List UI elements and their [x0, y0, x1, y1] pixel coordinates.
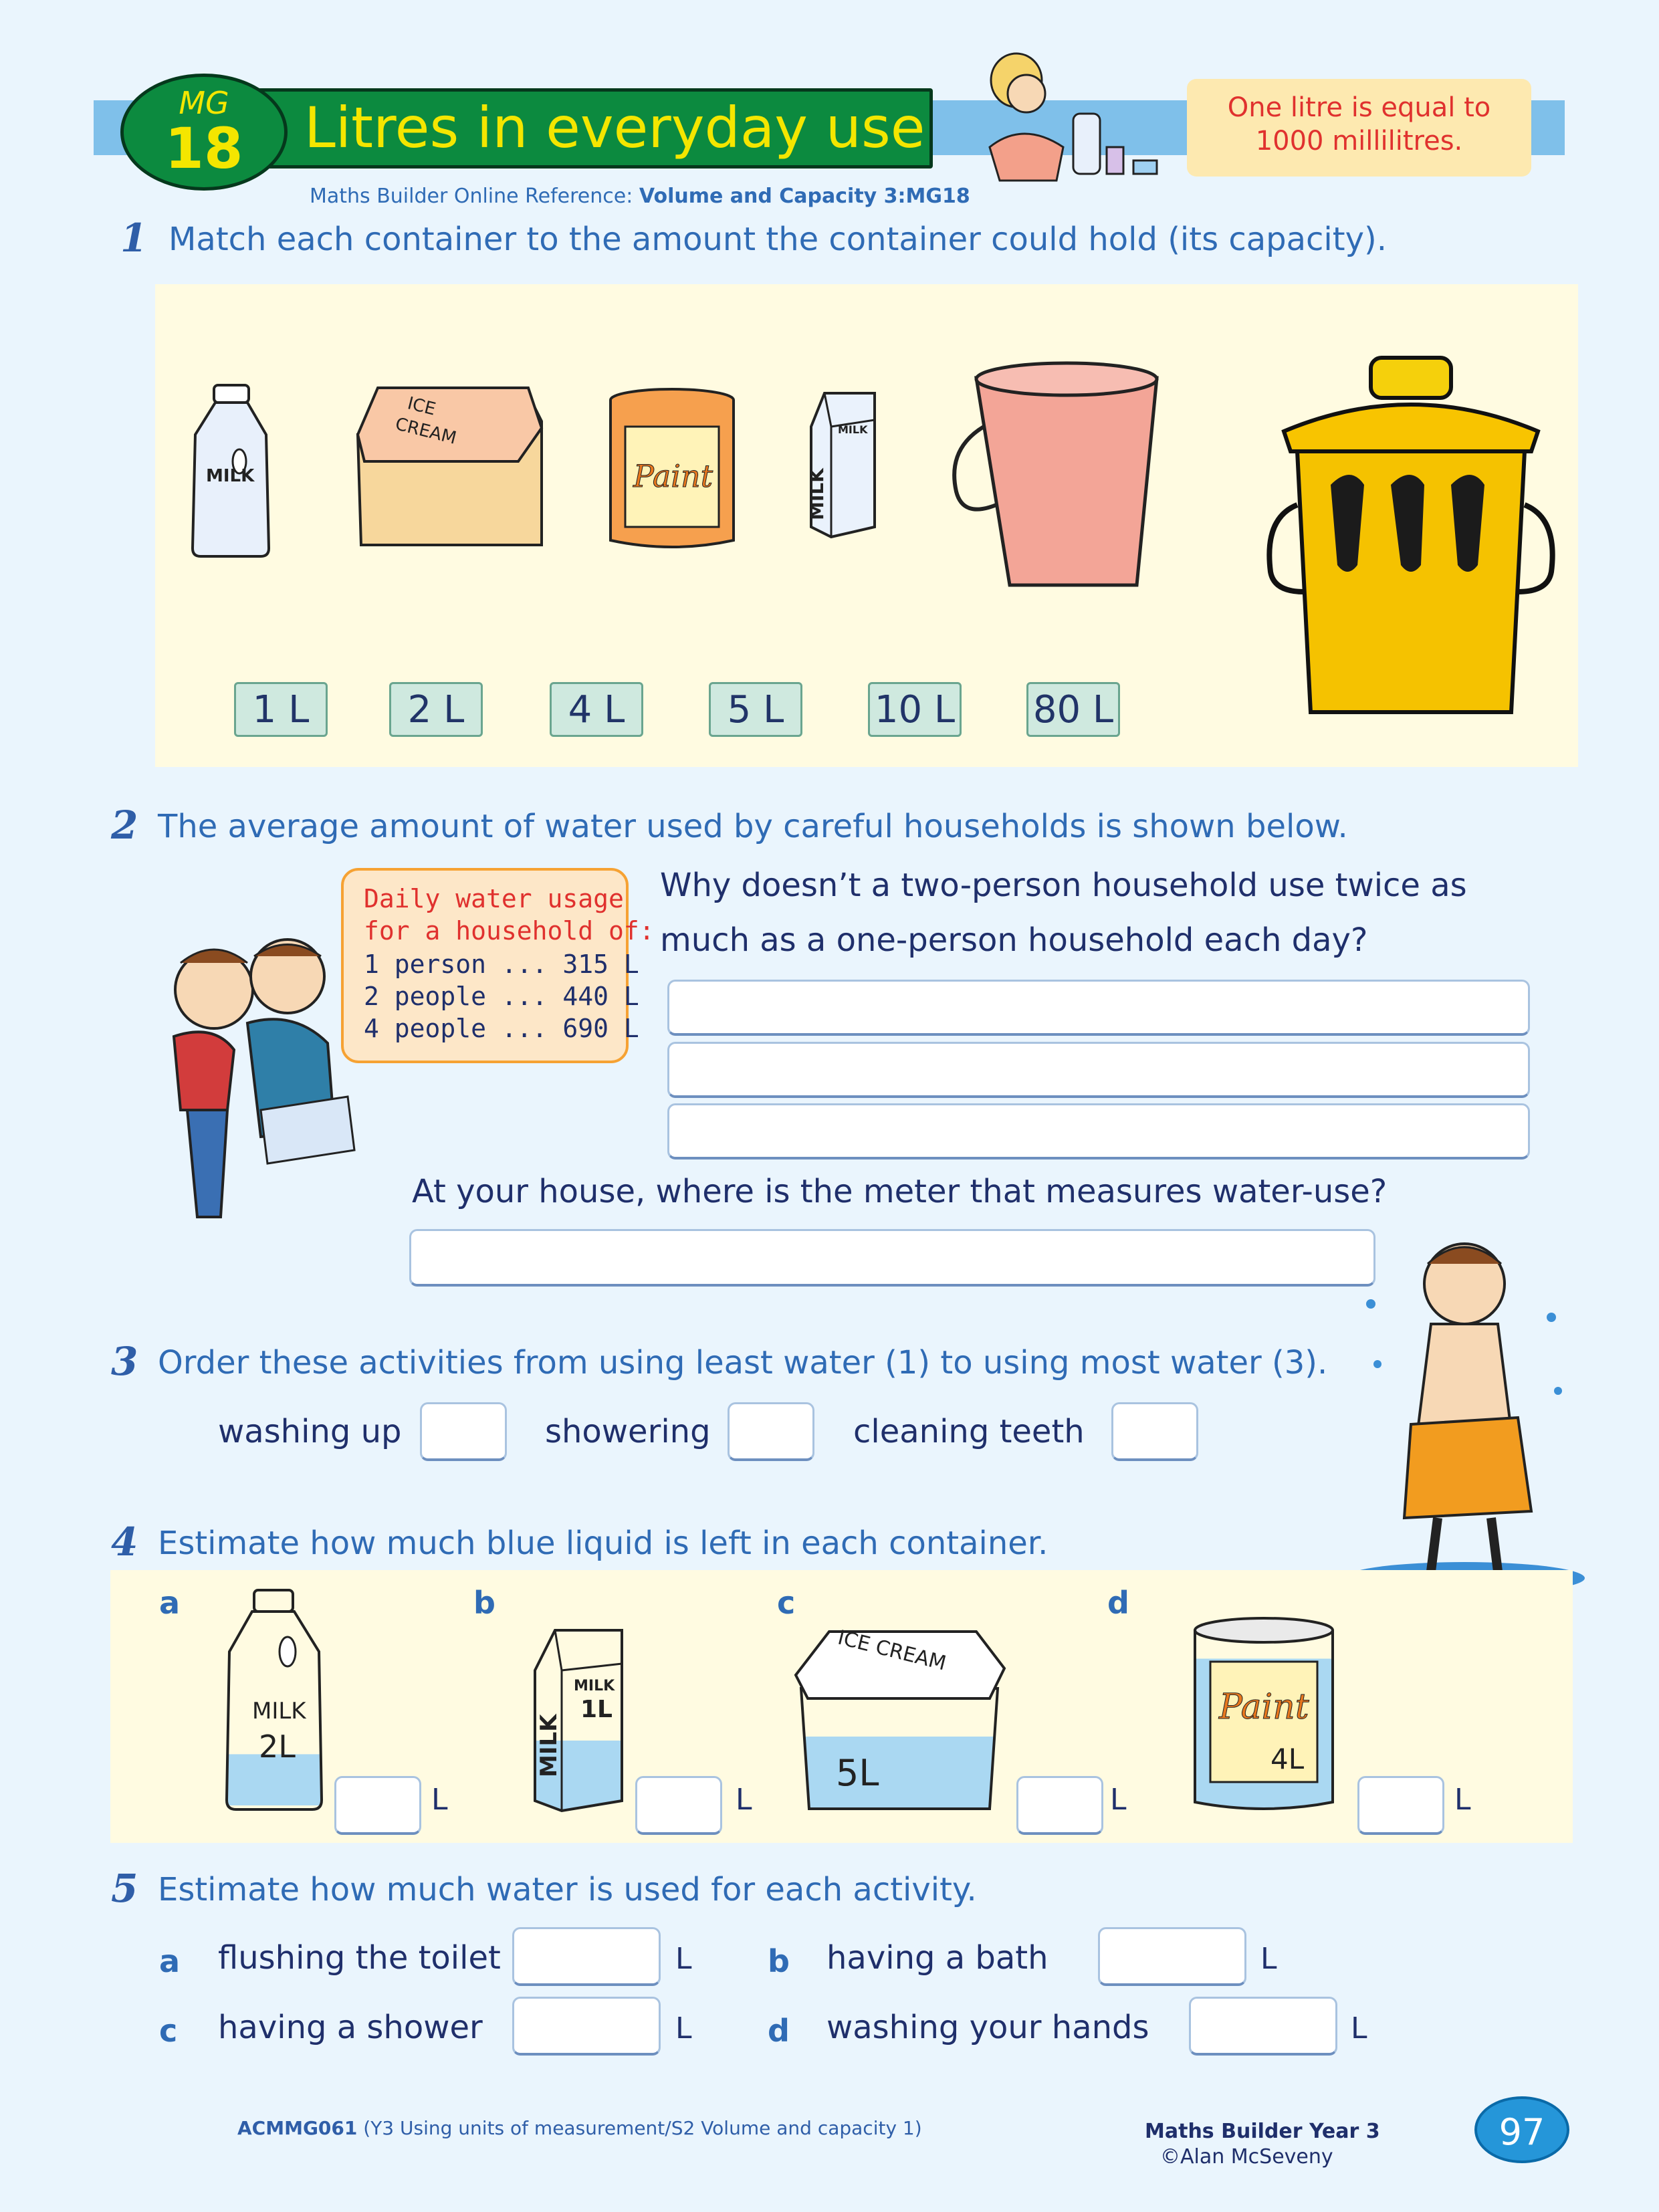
q5b-answer-field[interactable] [1098, 1927, 1246, 1986]
q5a-unit: L [675, 1942, 692, 1976]
svg-text:MILK: MILK [206, 466, 255, 486]
q4-label-c: c [777, 1585, 796, 1621]
q4b-answer-field[interactable] [635, 1776, 722, 1835]
fact-line-2: 1000 millilitres. [1255, 126, 1463, 156]
paint-tin-icon [605, 386, 739, 554]
q5-activity-c: having a shower [218, 2009, 483, 2046]
svg-text:ICE: ICE [405, 393, 438, 420]
milk-carton-icon [804, 386, 881, 540]
rubbish-bin-icon [1257, 351, 1565, 722]
q4b-milk-carton [528, 1617, 629, 1817]
q5-instruction: Estimate how much water is used for each activity. [158, 1871, 977, 1908]
q5a-answer-field[interactable] [512, 1927, 661, 1986]
q4c-answer-field[interactable] [1016, 1776, 1103, 1835]
amount-chip-2l[interactable]: 2 L [389, 682, 483, 737]
q5-activity-d: washing your hands [826, 2009, 1149, 2046]
q2-answer-line-3[interactable] [667, 1103, 1530, 1159]
q4a-bottle-capacity: 2L [259, 1729, 296, 1765]
q4c-ice-cream-tub [789, 1625, 1010, 1819]
usage-row-2: 2 people ... 440 L [364, 982, 639, 1011]
q5b-unit: L [1260, 1942, 1277, 1976]
reference-value: Volume and Capacity 3:MG18 [639, 185, 970, 208]
q2-answer-line-2[interactable] [667, 1042, 1530, 1098]
curriculum-text: (Y3 Using units of measurement/S2 Volume and capacity 1) [363, 2117, 922, 2139]
q4-instruction: Estimate how much blue liquid is left in each container. [158, 1525, 1048, 1562]
q4d-tin-label: Paint [1219, 1687, 1309, 1727]
q5-activity-a: flushing the toilet [218, 1939, 501, 1977]
svg-text:MILK: MILK [838, 423, 868, 436]
q2-answer-line-1[interactable] [667, 980, 1530, 1036]
topic-code-prefix: MG [179, 85, 229, 121]
ice-cream-tub-icon [351, 381, 545, 555]
topic-badge [120, 74, 288, 191]
activity-washing-up: washing up [218, 1413, 402, 1450]
curriculum-reference [237, 2117, 922, 2139]
fact-box [1187, 79, 1531, 177]
q4a-answer-field[interactable] [334, 1776, 421, 1835]
usage-row-3: 4 people ... 690 L [364, 1014, 639, 1043]
milk-bottle-icon [187, 381, 281, 562]
q4d-paint-tin [1187, 1612, 1341, 1819]
q4c-tub-capacity: 5L [836, 1752, 879, 1794]
activity-showering: showering [545, 1413, 711, 1450]
q5-activity-b: having a bath [826, 1939, 1048, 1977]
hugging-children-illustration [134, 936, 428, 1224]
q4d-unit: L [1454, 1783, 1471, 1817]
svg-text:MILK: MILK [806, 468, 828, 520]
amount-chip-80l[interactable]: 80 L [1026, 682, 1120, 737]
fact-line-1: One litre is equal to [1227, 92, 1491, 123]
q5d-answer-field[interactable] [1189, 1997, 1337, 2056]
amount-chip-1l[interactable]: 1 L [234, 682, 328, 737]
q3-instruction: Order these activities from using least water (1) to using most water (3). [158, 1344, 1328, 1381]
q2-instruction: The average amount of water used by careful households is shown below. [158, 808, 1348, 845]
q4b-carton-front-label: MILK [574, 1678, 615, 1694]
q1-instruction: Match each container to the amount the container could hold (its capacity). [169, 221, 1387, 258]
usage-title-1: Daily water usage [364, 884, 624, 913]
q4a-milk-bottle [217, 1585, 331, 1819]
meter-answer-field[interactable] [409, 1229, 1375, 1287]
reference-line [310, 185, 970, 208]
q4b-carton-capacity: 1L [580, 1696, 613, 1723]
topic-code-number: 18 [164, 116, 243, 181]
q5c-unit: L [675, 2011, 692, 2045]
q2-question-line2: much as a one-person household each day? [660, 921, 1368, 959]
q4c-unit: L [1110, 1783, 1127, 1817]
q5-label-b: b [768, 1943, 790, 1979]
copyright: ©Alan McSeveny [1160, 2145, 1333, 2169]
q4c-liquid-level [789, 1737, 1010, 1809]
q4a-unit: L [431, 1783, 448, 1817]
reference-label: Maths Builder Online Reference: [310, 185, 633, 208]
meter-question: At your house, where is the meter that measures water-use? [412, 1173, 1388, 1210]
rank-box-washing-up[interactable] [420, 1402, 507, 1461]
usage-row-1: 1 person ... 315 L [364, 950, 639, 979]
rank-box-cleaning-teeth[interactable] [1111, 1402, 1198, 1461]
amount-chip-4l[interactable]: 4 L [550, 682, 643, 737]
wet-boy-in-towel-illustration [1337, 1230, 1591, 1598]
q5c-answer-field[interactable] [512, 1997, 661, 2056]
book-title: Maths Builder Year 3 [1145, 2120, 1380, 2143]
svg-text:Paint: Paint [633, 458, 713, 494]
rank-box-showering[interactable] [728, 1402, 814, 1461]
curriculum-code: ACMMG061 [237, 2117, 358, 2139]
q5-label-a: a [159, 1943, 181, 1979]
page-number: 97 [1499, 2111, 1545, 2153]
q5-label-c: c [159, 2013, 178, 2049]
q3-number: 3 [111, 1339, 138, 1384]
q4b-carton-side-label: MILK [536, 1714, 562, 1777]
amount-chip-10l[interactable]: 10 L [868, 682, 962, 737]
activity-cleaning-teeth: cleaning teeth [853, 1413, 1085, 1450]
q5-number: 5 [111, 1866, 138, 1911]
q2-question-line1: Why doesn’t a two-person household use twice as [660, 867, 1467, 904]
q4a-bottle-label: MILK [252, 1698, 306, 1725]
q4d-tin-capacity: 4L [1270, 1743, 1305, 1775]
svg-text:CREAM: CREAM [393, 414, 459, 449]
q4c-tub-label: ICE CREAM [835, 1626, 949, 1676]
q2-number: 2 [111, 802, 138, 848]
q5-label-d: d [768, 2013, 790, 2049]
q5d-unit: L [1351, 2011, 1367, 2045]
page-number-badge [1474, 2096, 1569, 2163]
amount-chip-5l[interactable]: 5 L [709, 682, 802, 737]
q4-label-d: d [1107, 1585, 1129, 1621]
q1-number: 1 [120, 215, 148, 261]
q4d-answer-field[interactable] [1357, 1776, 1444, 1835]
q4b-unit: L [736, 1783, 752, 1817]
girl-with-containers-illustration [963, 47, 1184, 207]
q4-label-a: a [159, 1585, 181, 1621]
bucket-icon [936, 358, 1190, 598]
q4-label-b: b [473, 1585, 495, 1621]
page-title: Litres in everyday use [304, 95, 925, 160]
usage-title-2: for a household of: [364, 916, 655, 946]
q4-number: 4 [111, 1519, 138, 1565]
